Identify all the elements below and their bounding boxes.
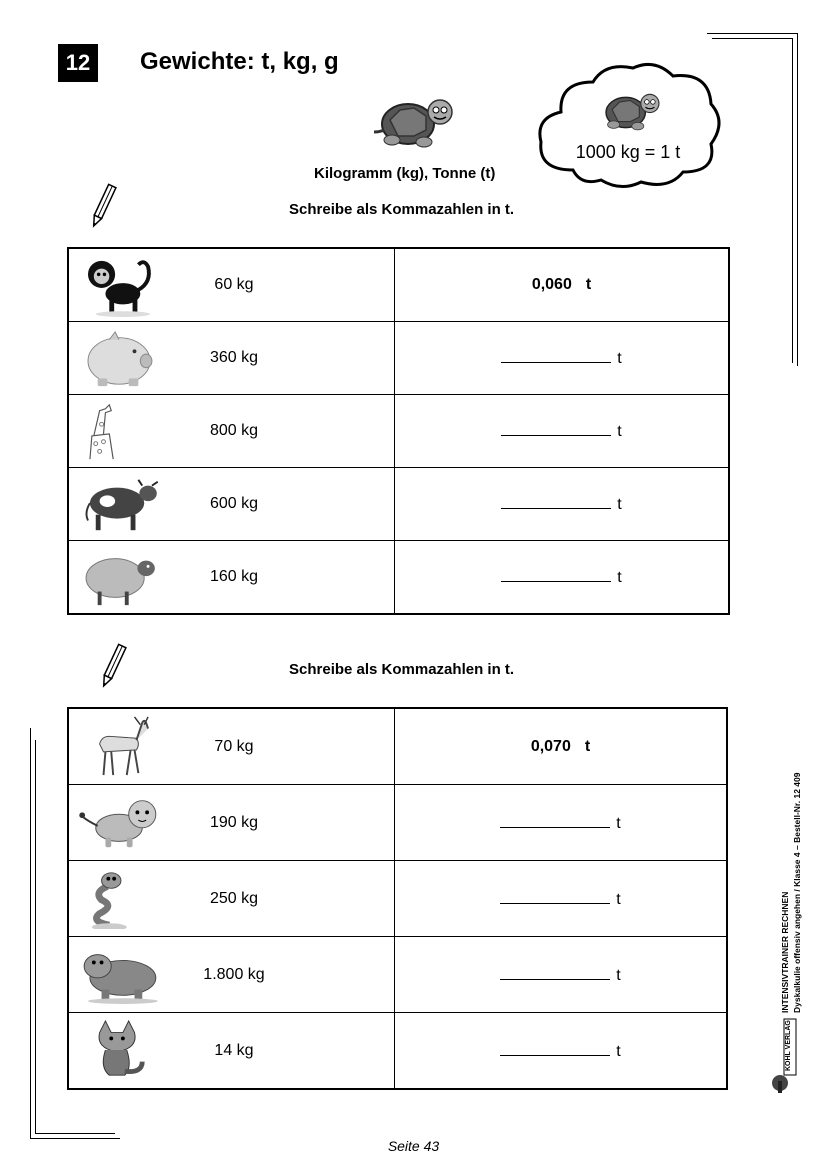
lion-cub-icon — [79, 791, 159, 853]
weight-cell — [68, 785, 395, 861]
table-row — [68, 395, 729, 468]
table-row — [68, 541, 729, 615]
weight-cell — [68, 708, 395, 785]
publisher-logo — [768, 1015, 798, 1095]
answer-blank[interactable] — [500, 1041, 610, 1056]
exercise-number-badge: 12 — [58, 44, 98, 82]
weight-cell — [68, 468, 395, 541]
table-row — [68, 861, 727, 937]
unit-label: t — [617, 569, 622, 586]
page-number: Seite 43 — [387, 1138, 440, 1154]
frame-line-bottom-left-inner — [35, 1133, 115, 1134]
weight-cell — [68, 541, 395, 615]
weight-value: 160 kg — [209, 568, 259, 585]
weight-value: 1.800 kg — [203, 965, 265, 983]
frame-line-right-outer — [797, 33, 798, 366]
page-title: Gewichte: t, kg, g — [140, 48, 339, 75]
table-body-1 — [68, 248, 729, 614]
side-series-info: Dyskalkulie offensiv angehen / Klasse 4 – Bestell-Nr. 12 409 — [792, 772, 802, 1013]
unit-label: t — [584, 737, 591, 755]
piggy-bank-icon — [79, 328, 159, 390]
table-row — [68, 468, 729, 541]
weight-value: 800 kg — [209, 422, 259, 439]
pencil-icon — [88, 182, 118, 230]
weight-value: 70 kg — [214, 737, 254, 755]
unit-label: t — [617, 423, 622, 440]
answer-cell[interactable] — [395, 1013, 728, 1090]
snake-icon — [79, 867, 159, 929]
answer-cell[interactable] — [395, 541, 730, 615]
answer-blank[interactable] — [501, 348, 611, 363]
sheep-icon — [79, 547, 159, 609]
frame-line-left — [30, 728, 31, 1138]
exercise-table-1 — [67, 247, 730, 615]
table-row — [68, 937, 727, 1013]
answer-cell — [395, 248, 730, 322]
turtle-illustration — [370, 92, 460, 152]
weight-cell — [68, 937, 395, 1013]
table-row — [68, 708, 727, 785]
weight-cell — [68, 861, 395, 937]
info-cloud — [533, 60, 723, 190]
table-row — [68, 1013, 727, 1090]
answer-cell[interactable] — [395, 861, 728, 937]
unit-label: t — [617, 496, 622, 513]
weight-value: 190 kg — [209, 813, 259, 831]
publisher-name: KOHL VERLAG — [785, 1020, 792, 1071]
unit-label: t — [616, 814, 621, 832]
frame-line-top-right-inner — [712, 38, 792, 39]
answer-blank[interactable] — [501, 567, 611, 582]
weight-value: 250 kg — [209, 889, 259, 907]
weight-value: 60 kg — [214, 276, 254, 293]
answer-cell[interactable] — [395, 322, 730, 395]
answer-cell[interactable] — [395, 395, 730, 468]
hippo-icon — [79, 943, 159, 1005]
unit-label: t — [616, 890, 621, 908]
unit-label: t — [617, 350, 622, 367]
answer-blank[interactable] — [500, 965, 610, 980]
unit-label: t — [616, 1042, 621, 1060]
answer-blank[interactable] — [501, 421, 611, 436]
weight-cell — [68, 248, 395, 322]
weight-value: 600 kg — [209, 495, 259, 512]
answer-blank[interactable] — [500, 813, 610, 828]
weight-value: 360 kg — [209, 349, 259, 366]
monkey-icon — [79, 255, 159, 317]
answer-blank[interactable] — [500, 889, 610, 904]
answer-blank[interactable] — [501, 494, 611, 509]
side-series-title: INTENSIVTRAINER RECHNEN — [780, 891, 790, 1013]
answer-cell[interactable] — [395, 468, 730, 541]
table-row — [68, 322, 729, 395]
unit-label: t — [616, 966, 621, 984]
exercise-table-2 — [67, 707, 728, 1090]
table-row — [68, 248, 729, 322]
answer-cell — [395, 708, 728, 785]
frame-line-top-right — [707, 33, 797, 34]
giraffe-icon — [79, 401, 159, 463]
weight-value: 14 kg — [214, 1041, 254, 1059]
subtitle: Kilogramm (kg), Tonne (t) — [314, 165, 496, 182]
table-body-2 — [68, 708, 727, 1089]
pencil-icon — [98, 642, 128, 690]
goat-icon — [79, 715, 159, 777]
instruction-2: Schreibe als Kommazahlen in t. — [289, 661, 515, 678]
answer-cell[interactable] — [395, 937, 728, 1013]
weight-cell — [68, 322, 395, 395]
answer-value: 0,070 — [530, 737, 571, 755]
turtle-small-icon — [597, 88, 665, 134]
cloud-conversion-text: 1000 kg = 1 t — [575, 142, 681, 162]
instruction-1: Schreibe als Kommazahlen in t. — [289, 201, 515, 218]
answer-cell[interactable] — [395, 785, 728, 861]
frame-line-right — [792, 38, 793, 363]
table-row — [68, 785, 727, 861]
answer-value: 0,060 — [531, 276, 572, 293]
cow-icon — [79, 474, 159, 536]
fox-icon — [79, 1019, 159, 1081]
weight-cell — [68, 1013, 395, 1090]
weight-cell — [68, 395, 395, 468]
unit-label: t — [585, 276, 592, 293]
frame-line-left-inner — [35, 740, 36, 1133]
